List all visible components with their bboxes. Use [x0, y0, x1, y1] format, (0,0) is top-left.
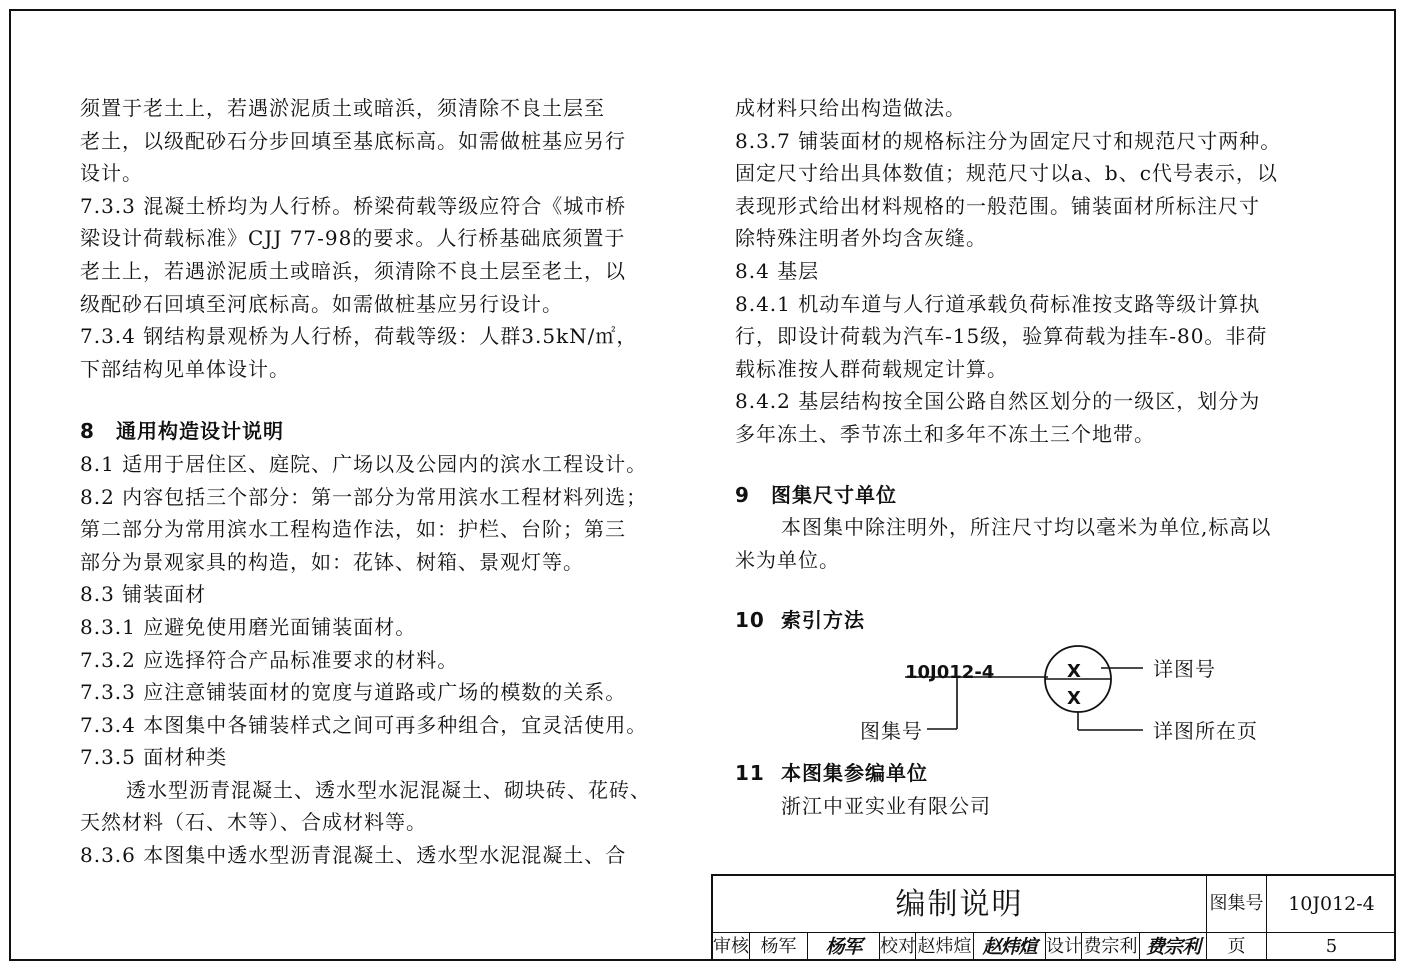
text-line: 8.4.1 机动车道与人行道承载负荷标准按支路等级计算执 [735, 291, 1261, 316]
atlas-code-label: 10J012-4 [905, 661, 995, 683]
review-signature: 杨军 [807, 933, 879, 961]
text-line: 7.3.4 钢结构景观桥为人行桥，荷载等级：人群3.5kN/㎡， [80, 324, 638, 349]
atlas-number-label: 图集号 [860, 718, 923, 743]
title-block-row-top [713, 876, 1396, 933]
text-line: 8.3.7 铺装面材的规格标注分为固定尺寸和规范尺寸两种。 [735, 128, 1282, 153]
text-line: 7.3.5 面材种类 [80, 745, 228, 770]
atlas-number-label: 图集号 [1206, 876, 1266, 932]
text-line: 8.2 内容包括三个部分：第一部分为常用滨水工程材料列选； [80, 484, 648, 509]
section-heading-8 [80, 415, 695, 448]
design-label: 设计 [1045, 933, 1081, 961]
text-line: 7.3.2 应选择符合产品标准要求的材料。 [80, 647, 459, 672]
text-line: 8.1 适用于居住区、庭院、广场以及公园内的滨水工程设计。 [80, 451, 648, 476]
text-line: 7.3.3 应注意铺装面材的宽度与道路或广场的模数的关系。 [80, 680, 627, 705]
drawing-title: 编制说明 [895, 887, 1024, 922]
text-line: 行，即设计荷载为汽车-15级，验算荷载为挂车-80。非荷 [735, 324, 1268, 349]
check-label: 校对 [879, 933, 915, 961]
check-name: 赵炜煊 [915, 933, 973, 961]
text-line: 部分为景观家具的构造，如：花钵、树箱、景观灯等。 [80, 549, 584, 574]
section-title: 图集尺寸单位 [771, 482, 897, 507]
design-signature: 费宗利 [1139, 933, 1206, 961]
text-line: 级配砂石回填至河底标高。如需做桩基应另行设计。 [80, 291, 563, 316]
text-line: 第二部分为常用滨水工程构造作法，如：护栏、台阶；第三 [80, 517, 626, 542]
section-title: 索引方法 [781, 608, 865, 633]
right-column [735, 92, 1335, 822]
text-line: 成材料只给出构造做法。 [735, 96, 966, 120]
text-line: 设计。 [80, 161, 143, 186]
review-name: 杨军 [749, 933, 807, 961]
text-line: 透水型沥青混凝土、透水型水泥混凝土、砌块砖、花砖、 [126, 777, 651, 802]
text-line: 米为单位。 [735, 547, 840, 572]
text-line: 须置于老土上，若遇淤泥质土或暗浜，须清除不良土层至 [80, 96, 605, 120]
left-column [80, 92, 695, 872]
atlas-number-value: 10J012-4 [1266, 876, 1396, 932]
section-number: 8 [80, 419, 95, 444]
design-name: 费宗利 [1081, 933, 1139, 961]
text-line: 8.3.1 应避免使用磨光面铺装面材。 [80, 614, 417, 639]
detail-page-symbol: X [1067, 687, 1081, 709]
detail-page-label: 详图所在页 [1153, 718, 1258, 743]
text-line: 下部结构见单体设计。 [80, 356, 290, 381]
text-line: 除特殊注明者外均含灰缝。 [735, 226, 987, 251]
section-number: 11 [735, 760, 765, 785]
section-heading-10 [735, 604, 1335, 637]
check-signature: 赵炜煊 [973, 933, 1045, 961]
section-number: 9 [735, 482, 750, 507]
text-line: 天然材料（石、木等）、合成材料等。 [80, 810, 427, 835]
text-line: 浙江中亚实业有限公司 [781, 793, 991, 818]
text-line: 载标准按人群荷载规定计算。 [735, 356, 1008, 381]
title-block-row-signatures [713, 933, 1396, 961]
text-line: 7.3.3 混凝土桥均为人行桥。桥梁荷载等级应符合《城市桥 [80, 193, 627, 218]
text-line: 老土上，若遇淤泥质土或暗浜，须清除不良土层至老土，以 [80, 258, 626, 283]
text-line: 8.3.6 本图集中透水型沥青混凝土、透水型水泥混凝土、合 [80, 843, 627, 868]
text-line: 8.4 基层 [735, 258, 820, 283]
detail-number-label: 详图号 [1153, 656, 1216, 681]
text-line: 固定尺寸给出具体数值；规范尺寸以a、b、c代号表示，以 [735, 161, 1278, 186]
text-line: 梁设计荷载标准》CJJ 77-98的要求。人行桥基础底须置于 [80, 226, 626, 251]
text-line: 7.3.4 本图集中各铺装样式之间可再多种组合，宜灵活使用。 [80, 712, 648, 737]
page-label: 页 [1206, 933, 1266, 961]
title-block [711, 874, 1396, 961]
text-line: 本图集中除注明外，所注尺寸均以毫米为单位,标高以 [781, 515, 1272, 540]
section-title: 本图集参编单位 [781, 760, 928, 785]
review-label: 审核 [713, 936, 749, 957]
text-line: 老土，以级配砂石分步回填至基底标高。如需做桩基应另行 [80, 128, 626, 153]
section-heading-9 [735, 479, 1335, 512]
detail-number-symbol: X [1067, 660, 1081, 682]
section-title: 通用构造设计说明 [116, 419, 284, 444]
text-line: 多年冻土、季节冻土和多年不冻土三个地带。 [735, 421, 1155, 446]
index-symbol-diagram [735, 637, 1335, 757]
section-number: 10 [735, 608, 765, 633]
text-line: 8.4.2 基层结构按全国公路自然区划分的一级区，划分为 [735, 389, 1261, 414]
page-value: 5 [1266, 933, 1396, 961]
section-heading-11 [735, 757, 1335, 790]
text-line: 8.3 铺装面材 [80, 582, 207, 607]
text-line: 表现形式给出材料规格的一般范围。铺装面材所标注尺寸 [735, 193, 1260, 218]
